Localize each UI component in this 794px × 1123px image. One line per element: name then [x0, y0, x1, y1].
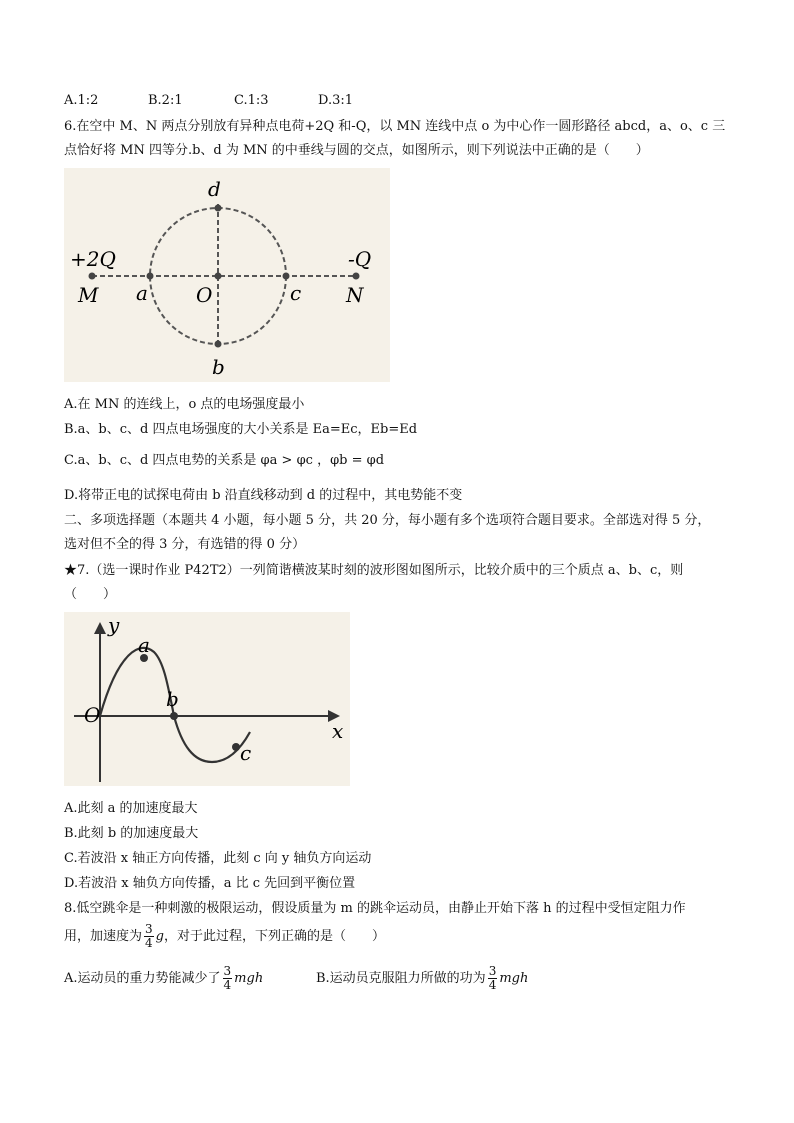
label-c: c — [290, 281, 302, 305]
q8-option-b-fraction — [488, 965, 498, 992]
q7-stem-line2: （ ） — [64, 587, 117, 602]
q7-option-a: A.此刻 a 的加速度最大 — [64, 801, 198, 816]
q7-option-b: B.此刻 b 的加速度最大 — [64, 826, 199, 841]
q8-option-a-num: 3 — [223, 964, 232, 978]
q8-frac-den: 4 — [145, 936, 153, 950]
point-b — [215, 341, 222, 348]
q8-option-a — [64, 964, 316, 994]
q5-options — [64, 92, 353, 110]
label-a: a — [138, 633, 150, 657]
point-a — [147, 273, 154, 280]
point-c — [232, 743, 240, 751]
q8-option-b-mgh: mgh — [499, 971, 529, 986]
q8-stem-line2-pre: 用，加速度为 — [64, 929, 143, 944]
q8-option-b — [316, 964, 529, 992]
q7-option-c: C.若波沿 x 轴正方向传播，此刻 c 向 y 轴负方向运动 — [64, 851, 372, 866]
q6-option-a: A.在 MN 的连线上，o 点的电场强度最小 — [64, 397, 305, 412]
label-m: M — [78, 283, 99, 307]
q6-stem-line1: 6.在空中 M、N 两点分别放有异种点电荷+2Q 和-Q，以 MN 连线中点 o 为中心作一圆形路径 abcd，a、o、c 三 — [64, 119, 726, 134]
q8-g: g — [155, 929, 164, 944]
q8-fraction — [144, 923, 154, 950]
label-x: x — [332, 719, 344, 743]
y-axis-arrow-icon — [94, 622, 106, 634]
label-n: N — [346, 283, 364, 307]
label-b: b — [166, 687, 179, 711]
q8-option-b-text: B.运动员克服阻力所做的功为 — [316, 971, 486, 986]
q6-figure — [64, 168, 390, 382]
q8-option-a-mgh: mgh — [234, 971, 264, 986]
label-y: y — [108, 613, 120, 637]
q5-option-d: D.3:1 — [318, 93, 354, 108]
q6-figure-svg — [64, 168, 390, 382]
point-n — [353, 273, 360, 280]
label-c: c — [240, 741, 252, 765]
section2-line2: 选对但不全的得 3 分，有选错的得 0 分） — [64, 537, 306, 552]
q7-stem-line1: ★7.（选一课时作业 P42T2）一列简谐横波某时刻的波形图如图所示，比较介质中的三个质点 a、b、c，则 — [64, 563, 684, 578]
q7-figure — [64, 612, 350, 786]
q8-option-a-fraction — [223, 965, 233, 992]
q8-stem-line2-post: ，对于此过程，下列正确的是（ ） — [163, 929, 385, 944]
label-o: O — [196, 283, 213, 307]
label-b: b — [212, 355, 225, 379]
q8-option-b-num: 3 — [488, 964, 497, 978]
q8-option-a-den: 4 — [223, 978, 232, 992]
q5-option-a: A.1:2 — [64, 93, 99, 108]
section2-line1: 二、多项选择题（本题共 4 小题，每小题 5 分，共 20 分，每小题有多个选项符合题目要求。全部选对得 5 分， — [64, 513, 711, 528]
q8-option-a-text: A.运动员的重力势能减少了 — [64, 971, 221, 986]
label-minus-q: -Q — [348, 247, 372, 271]
q6-option-b: B.a、b、c、d 四点电场强度的大小关系是 Ea=Ec，Eb=Ed — [64, 422, 418, 437]
q5-option-c: C.1:3 — [234, 93, 269, 108]
q6-option-c: C.a、b、c、d 四点电势的关系是 φa > φc ，φb = φd — [64, 453, 385, 468]
point-b — [170, 712, 178, 720]
label-a: a — [136, 281, 148, 305]
q8-frac-num: 3 — [145, 922, 153, 936]
q7-option-d: D.若波沿 x 轴负方向传播，a 比 c 先回到平衡位置 — [64, 876, 356, 891]
q8-option-b-den: 4 — [488, 978, 497, 992]
q6-option-d: D.将带正电的试探电荷由 b 沿直线移动到 d 的过程中，其电势能不变 — [64, 488, 463, 503]
q6-stem-line2: 点恰好将 MN 四等分.b、d 为 MN 的中垂线与圆的交点，如图所示，则下列说法中正确的是（ ） — [64, 143, 649, 158]
label-o: O — [84, 703, 101, 727]
point-m — [89, 273, 96, 280]
point-o — [215, 273, 222, 280]
label-plus-2q: +2Q — [70, 247, 116, 271]
q8-options-row — [64, 964, 528, 994]
point-d — [215, 205, 222, 212]
q7-figure-svg — [64, 612, 350, 786]
q8-stem-line2 — [64, 922, 385, 952]
label-d: d — [208, 177, 221, 201]
q8-stem-line1: 8.低空跳伞是一种刺激的极限运动，假设质量为 m 的跳伞运动员，由静止开始下落 h 的过程中受恒定阻力作 — [64, 901, 686, 916]
q5-option-b: B.2:1 — [148, 93, 183, 108]
point-c — [283, 273, 290, 280]
